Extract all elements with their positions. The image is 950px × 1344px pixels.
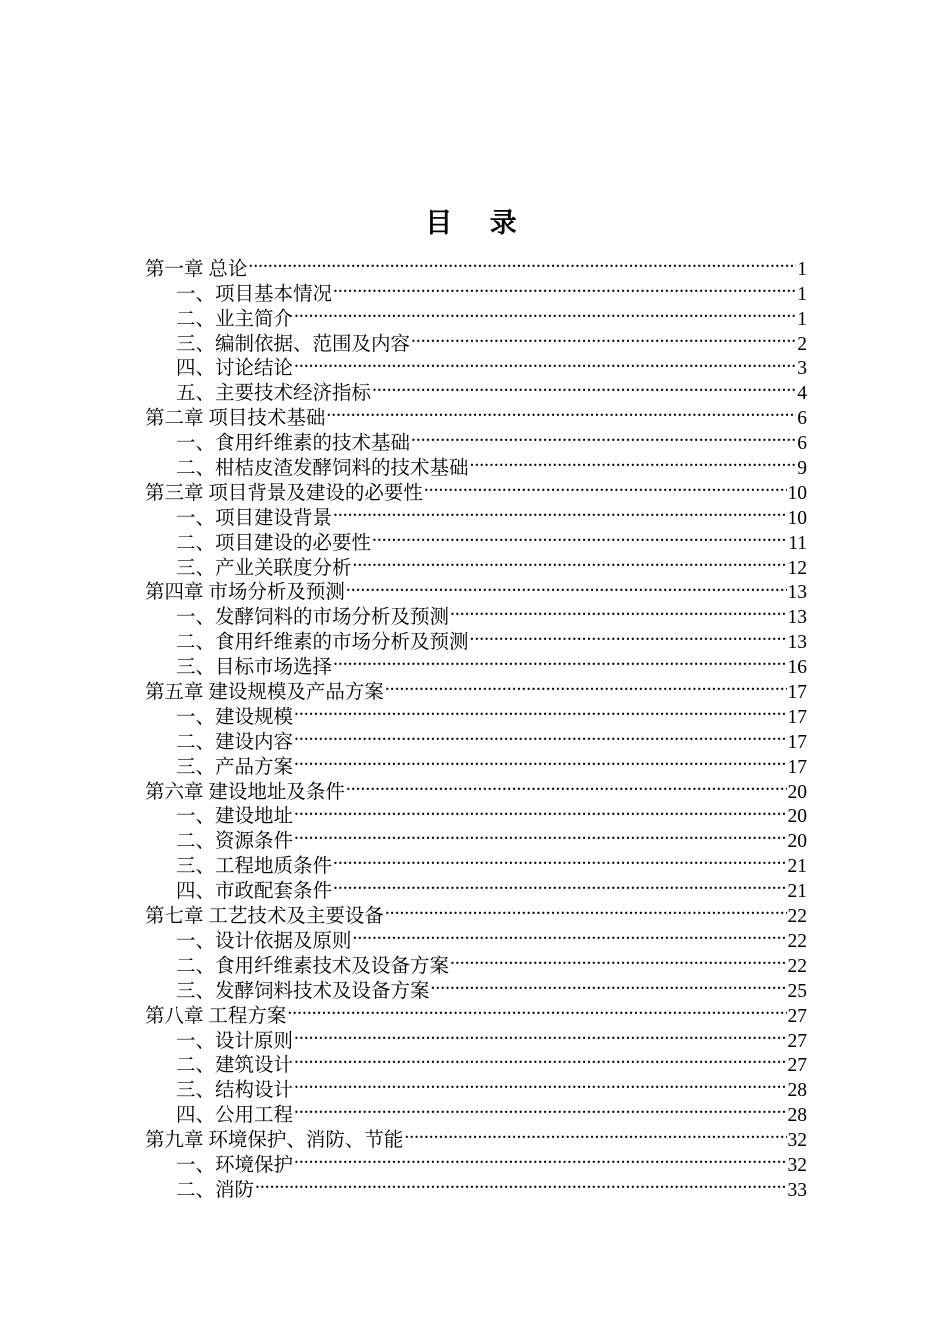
toc-dot-leader [346, 574, 787, 599]
toc-page-number: 1 [797, 308, 807, 330]
toc-page-number: 32 [787, 1130, 807, 1152]
toc-chapter-entry[interactable] [145, 250, 807, 280]
toc-entry-label: 四、市政配套条件 [176, 881, 333, 903]
toc-page-number: 17 [787, 731, 807, 753]
toc-dot-leader [294, 822, 786, 847]
toc-page-number: 13 [787, 582, 807, 604]
toc-dot-leader [470, 623, 787, 648]
toc-page-number: 1 [797, 283, 807, 305]
toc-page-number: 25 [787, 980, 807, 1002]
toc-dot-leader [294, 748, 786, 773]
toc-dot-leader [255, 1171, 786, 1196]
toc-dot-leader [333, 499, 786, 524]
toc-entry-label: 三、工程地质条件 [176, 856, 333, 878]
toc-dot-leader [346, 773, 787, 798]
toc-page-number: 32 [787, 1154, 807, 1176]
toc-page-number: 17 [787, 706, 807, 728]
toc-entry-label: 三、产品方案 [176, 756, 294, 778]
toc-page-number: 20 [787, 781, 807, 803]
toc-page-number: 22 [787, 906, 807, 928]
toc-entry-label: 一、食用纤维素的技术基础 [176, 433, 411, 455]
toc-entry-label: 第九章 环境保护、消防、节能 [145, 1130, 404, 1152]
toc-page-number: 13 [787, 607, 807, 629]
toc-page-number: 3 [797, 358, 807, 380]
toc-page-number: 33 [787, 1179, 807, 1201]
toc-dot-leader [294, 1047, 786, 1072]
toc-entry-label: 第五章 建设规模及产品方案 [145, 682, 384, 704]
toc-dot-leader [404, 1121, 786, 1146]
toc-entry-label: 一、项目基本情况 [176, 283, 333, 305]
toc-page-number: 9 [797, 458, 807, 480]
toc-page-number: 1 [797, 258, 807, 280]
toc-entry-label: 二、项目建设的必要性 [176, 532, 372, 554]
toc-entry-label: 二、食用纤维素的市场分析及预测 [176, 632, 469, 654]
toc-entry-label: 一、环境保护 [176, 1154, 294, 1176]
toc-entry-label: 五、主要技术经济指标 [176, 383, 372, 405]
toc-page-number: 21 [787, 856, 807, 878]
toc-dot-leader [287, 997, 786, 1022]
toc-dot-leader [372, 524, 787, 549]
toc-page-number: 6 [797, 408, 807, 430]
toc-dot-leader [333, 275, 796, 300]
toc-dot-leader [372, 374, 796, 399]
toc-entry-label: 三、目标市场选择 [176, 657, 333, 679]
toc-dot-leader [294, 698, 786, 723]
toc-page-number: 4 [797, 383, 807, 405]
toc-entry-label: 三、发酵饲料技术及设备方案 [176, 980, 430, 1002]
toc-dot-leader [333, 648, 786, 673]
toc-entry-label: 第七章 工艺技术及主要设备 [145, 906, 384, 928]
toc-entry-label: 三、编制依据、范围及内容 [176, 333, 411, 355]
toc-dot-leader [333, 847, 786, 872]
toc-entry-label: 二、消防 [176, 1179, 255, 1201]
toc-page-number: 17 [787, 682, 807, 704]
toc-entry-label: 二、建设内容 [176, 731, 294, 753]
toc-entry-label: 第六章 建设地址及条件 [145, 781, 345, 803]
toc-page-number: 12 [787, 557, 807, 579]
toc-dot-leader [294, 1146, 786, 1171]
toc-dot-leader [294, 300, 796, 325]
toc-entry-label: 一、发酵饲料的市场分析及预测 [176, 607, 450, 629]
toc-page-number: 20 [787, 806, 807, 828]
toc-entry-label: 二、资源条件 [176, 831, 294, 853]
toc-entry-label: 二、业主简介 [176, 308, 294, 330]
toc-page-number: 10 [787, 507, 807, 529]
toc-entry-label: 一、项目建设背景 [176, 507, 333, 529]
toc-page-number: 28 [787, 1105, 807, 1127]
toc-entry-label: 二、食用纤维素技术及设备方案 [176, 955, 450, 977]
toc-dot-leader [294, 798, 786, 823]
toc-dot-leader [385, 897, 787, 922]
toc-page-number: 22 [787, 930, 807, 952]
toc-entry-label: 第四章 市场分析及预测 [145, 582, 345, 604]
toc-page-number: 22 [787, 955, 807, 977]
toc-dot-leader [333, 872, 786, 897]
toc-page-number: 17 [787, 756, 807, 778]
toc-page-number: 13 [787, 632, 807, 654]
toc-dot-leader [248, 250, 796, 275]
toc-page-number: 6 [797, 433, 807, 455]
toc-entry-label: 第一章 总论 [145, 258, 248, 280]
toc-dot-leader [326, 399, 796, 424]
toc-page-number: 10 [787, 482, 807, 504]
toc-title: 目 录 [425, 208, 531, 239]
toc-dot-leader [411, 424, 796, 449]
toc-dot-leader [294, 1022, 786, 1047]
toc-entry-label: 一、设计原则 [176, 1030, 294, 1052]
toc-entry-label: 第八章 工程方案 [145, 1005, 287, 1027]
toc-dot-leader [450, 598, 786, 623]
toc-entry-label: 四、讨论结论 [176, 358, 294, 380]
toc-list [145, 250, 807, 1201]
toc-dot-leader [294, 723, 786, 748]
toc-page-number: 28 [787, 1080, 807, 1102]
toc-entry-label: 第二章 项目技术基础 [145, 408, 326, 430]
toc-dot-leader [411, 325, 796, 350]
toc-entry-label: 二、建筑设计 [176, 1055, 294, 1077]
toc-entry-label: 三、产业关联度分析 [176, 557, 352, 579]
toc-page-number: 16 [787, 657, 807, 679]
toc-dot-leader [294, 350, 796, 375]
toc-entry-label: 三、结构设计 [176, 1080, 294, 1102]
toc-page-number: 27 [787, 1030, 807, 1052]
toc-dot-leader [294, 1096, 786, 1121]
toc-dot-leader [470, 449, 797, 474]
toc-page-number: 2 [797, 333, 807, 355]
toc-page-number: 20 [787, 831, 807, 853]
toc-entry-label: 二、柑桔皮渣发酵饲料的技术基础 [176, 458, 469, 480]
toc-page-number: 11 [788, 532, 807, 554]
toc-entry-label: 第三章 项目背景及建设的必要性 [145, 482, 423, 504]
toc-dot-leader [385, 673, 787, 698]
toc-dot-leader [353, 549, 787, 574]
toc-entry-label: 四、公用工程 [176, 1105, 294, 1127]
toc-entry-label: 一、设计依据及原则 [176, 930, 352, 952]
toc-page-number: 27 [787, 1055, 807, 1077]
toc-dot-leader [431, 972, 787, 997]
toc-page-number: 27 [787, 1005, 807, 1027]
toc-entry-label: 一、建设地址 [176, 806, 294, 828]
toc-dot-leader [424, 474, 787, 499]
toc-dot-leader [353, 922, 787, 947]
toc-entry-label: 一、建设规模 [176, 706, 294, 728]
toc-dot-leader [450, 947, 786, 972]
toc-page-number: 21 [787, 881, 807, 903]
toc-dot-leader [294, 1071, 786, 1096]
